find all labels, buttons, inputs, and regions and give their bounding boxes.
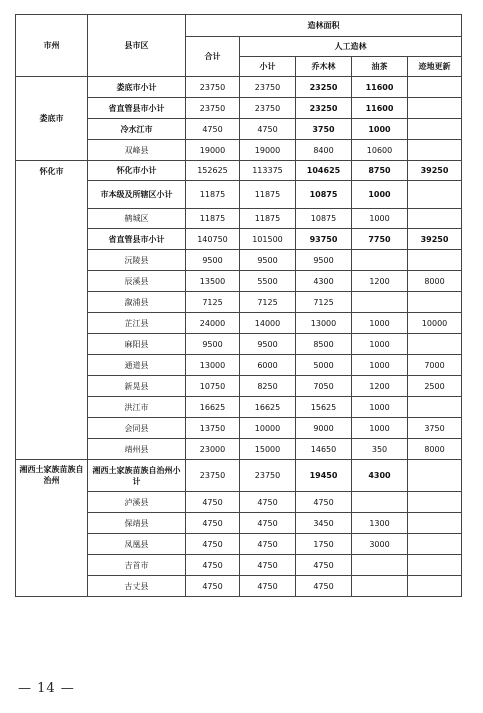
oil-cell: 1000: [352, 397, 408, 418]
page-number: — 14 —: [18, 681, 75, 696]
county-cell: 新晃县: [88, 376, 186, 397]
timber-cell: 8500: [296, 334, 352, 355]
timber-cell: 3450: [296, 513, 352, 534]
table-row: [16, 161, 462, 181]
renewal-cell: [408, 460, 462, 492]
city-cell: 怀化市: [16, 161, 88, 460]
subtotal-cell: 5500: [240, 271, 296, 292]
header-city: 市州: [16, 15, 88, 77]
oil-cell: 1000: [352, 313, 408, 334]
county-cell: 市本级及所辖区小计: [88, 181, 186, 209]
timber-cell: 10875: [296, 181, 352, 209]
oil-cell: 10600: [352, 140, 408, 161]
renewal-cell: [408, 140, 462, 161]
header-artificial: 人工造林: [240, 37, 462, 57]
timber-cell: 23250: [296, 98, 352, 119]
county-cell: 怀化市小计: [88, 161, 186, 181]
subtotal-cell: 11875: [240, 181, 296, 209]
total-cell: 10750: [186, 376, 240, 397]
subtotal-cell: 11875: [240, 209, 296, 229]
subtotal-cell: 9500: [240, 334, 296, 355]
total-cell: 16625: [186, 397, 240, 418]
renewal-cell: [408, 98, 462, 119]
table-row: [16, 77, 462, 98]
total-cell: 4750: [186, 513, 240, 534]
renewal-cell: [408, 555, 462, 576]
subtotal-cell: 7125: [240, 292, 296, 313]
county-cell: 双峰县: [88, 140, 186, 161]
renewal-cell: 2500: [408, 376, 462, 397]
renewal-cell: 39250: [408, 229, 462, 250]
oil-cell: 4300: [352, 460, 408, 492]
renewal-cell: [408, 292, 462, 313]
subtotal-cell: 4750: [240, 119, 296, 140]
total-cell: 23750: [186, 77, 240, 98]
subtotal-cell: 4750: [240, 534, 296, 555]
timber-cell: 10875: [296, 209, 352, 229]
subtotal-cell: 4750: [240, 492, 296, 513]
timber-cell: 93750: [296, 229, 352, 250]
county-cell: 湘西土家族苗族自治州小计: [88, 460, 186, 492]
subtotal-cell: 4750: [240, 576, 296, 597]
header-timber: 乔木林: [296, 57, 352, 77]
county-cell: 省直管县市小计: [88, 98, 186, 119]
timber-cell: 9500: [296, 250, 352, 271]
total-cell: 23750: [186, 98, 240, 119]
timber-cell: 13000: [296, 313, 352, 334]
oil-cell: 7750: [352, 229, 408, 250]
county-cell: 溆浦县: [88, 292, 186, 313]
county-cell: 冷水江市: [88, 119, 186, 140]
header-renewal: 迹地更新: [408, 57, 462, 77]
renewal-cell: [408, 77, 462, 98]
county-cell: 沅陵县: [88, 250, 186, 271]
subtotal-cell: 23750: [240, 460, 296, 492]
subtotal-cell: 10000: [240, 418, 296, 439]
total-cell: 9500: [186, 334, 240, 355]
city-cell: 娄底市: [16, 77, 88, 161]
subtotal-cell: 16625: [240, 397, 296, 418]
timber-cell: 4750: [296, 492, 352, 513]
timber-cell: 1750: [296, 534, 352, 555]
county-cell: 芷江县: [88, 313, 186, 334]
total-cell: 4750: [186, 555, 240, 576]
total-cell: 4750: [186, 534, 240, 555]
renewal-cell: [408, 492, 462, 513]
total-cell: 140750: [186, 229, 240, 250]
oil-cell: 11600: [352, 98, 408, 119]
county-cell: 通道县: [88, 355, 186, 376]
county-cell: 麻阳县: [88, 334, 186, 355]
oil-cell: 8750: [352, 161, 408, 181]
renewal-cell: 39250: [408, 161, 462, 181]
subtotal-cell: 9500: [240, 250, 296, 271]
subtotal-cell: 19000: [240, 140, 296, 161]
timber-cell: 9000: [296, 418, 352, 439]
header-total: 合计: [186, 37, 240, 77]
oil-cell: [352, 555, 408, 576]
city-cell: 湘西土家族苗族自治州: [16, 460, 88, 597]
oil-cell: [352, 250, 408, 271]
oil-cell: 1300: [352, 513, 408, 534]
renewal-cell: 10000: [408, 313, 462, 334]
timber-cell: 104625: [296, 161, 352, 181]
subtotal-cell: 23750: [240, 98, 296, 119]
timber-cell: 15625: [296, 397, 352, 418]
county-cell: 吉首市: [88, 555, 186, 576]
header-subtotal: 小计: [240, 57, 296, 77]
timber-cell: 5000: [296, 355, 352, 376]
total-cell: 9500: [186, 250, 240, 271]
total-cell: 23750: [186, 460, 240, 492]
total-cell: 11875: [186, 181, 240, 209]
header-total-area: 造林面积: [186, 15, 462, 37]
oil-cell: 11600: [352, 77, 408, 98]
oil-cell: 1000: [352, 355, 408, 376]
timber-cell: 8400: [296, 140, 352, 161]
renewal-cell: [408, 397, 462, 418]
oil-cell: [352, 292, 408, 313]
total-cell: 4750: [186, 492, 240, 513]
total-cell: 13000: [186, 355, 240, 376]
total-cell: 23000: [186, 439, 240, 460]
oil-cell: 1000: [352, 418, 408, 439]
total-cell: 7125: [186, 292, 240, 313]
subtotal-cell: 101500: [240, 229, 296, 250]
county-cell: 会同县: [88, 418, 186, 439]
total-cell: 4750: [186, 119, 240, 140]
total-cell: 24000: [186, 313, 240, 334]
subtotal-cell: 6000: [240, 355, 296, 376]
oil-cell: 1000: [352, 334, 408, 355]
timber-cell: 14650: [296, 439, 352, 460]
timber-cell: 4750: [296, 576, 352, 597]
total-cell: 19000: [186, 140, 240, 161]
renewal-cell: [408, 334, 462, 355]
county-cell: 古丈县: [88, 576, 186, 597]
oil-cell: [352, 576, 408, 597]
renewal-cell: [408, 119, 462, 140]
subtotal-cell: 23750: [240, 77, 296, 98]
total-cell: 13500: [186, 271, 240, 292]
timber-cell: 23250: [296, 77, 352, 98]
county-cell: 凤凰县: [88, 534, 186, 555]
timber-cell: 7125: [296, 292, 352, 313]
total-cell: 13750: [186, 418, 240, 439]
timber-cell: 3750: [296, 119, 352, 140]
oil-cell: 1200: [352, 376, 408, 397]
subtotal-cell: 113375: [240, 161, 296, 181]
renewal-cell: 8000: [408, 271, 462, 292]
subtotal-cell: 4750: [240, 555, 296, 576]
renewal-cell: [408, 534, 462, 555]
total-cell: 152625: [186, 161, 240, 181]
oil-cell: 1200: [352, 271, 408, 292]
header-county: 县市区: [88, 15, 186, 77]
subtotal-cell: 15000: [240, 439, 296, 460]
county-cell: 辰溪县: [88, 271, 186, 292]
renewal-cell: 7000: [408, 355, 462, 376]
county-cell: 靖州县: [88, 439, 186, 460]
county-cell: 鹤城区: [88, 209, 186, 229]
subtotal-cell: 4750: [240, 513, 296, 534]
county-cell: 省直管县市小计: [88, 229, 186, 250]
renewal-cell: [408, 250, 462, 271]
timber-cell: 4750: [296, 555, 352, 576]
county-cell: 泸溪县: [88, 492, 186, 513]
total-cell: 11875: [186, 209, 240, 229]
subtotal-cell: 8250: [240, 376, 296, 397]
table-row: [16, 460, 462, 492]
renewal-cell: 3750: [408, 418, 462, 439]
oil-cell: 350: [352, 439, 408, 460]
renewal-cell: [408, 209, 462, 229]
subtotal-cell: 14000: [240, 313, 296, 334]
timber-cell: 19450: [296, 460, 352, 492]
county-cell: 保靖县: [88, 513, 186, 534]
county-cell: 娄底市小计: [88, 77, 186, 98]
renewal-cell: [408, 513, 462, 534]
oil-cell: 3000: [352, 534, 408, 555]
oil-cell: [352, 492, 408, 513]
header-tea-oil: 油茶: [352, 57, 408, 77]
afforestation-table: [15, 14, 462, 597]
renewal-cell: [408, 576, 462, 597]
oil-cell: 1000: [352, 119, 408, 140]
timber-cell: 4300: [296, 271, 352, 292]
oil-cell: 1000: [352, 209, 408, 229]
county-cell: 洪江市: [88, 397, 186, 418]
oil-cell: 1000: [352, 181, 408, 209]
timber-cell: 7050: [296, 376, 352, 397]
renewal-cell: 8000: [408, 439, 462, 460]
renewal-cell: [408, 181, 462, 209]
total-cell: 4750: [186, 576, 240, 597]
